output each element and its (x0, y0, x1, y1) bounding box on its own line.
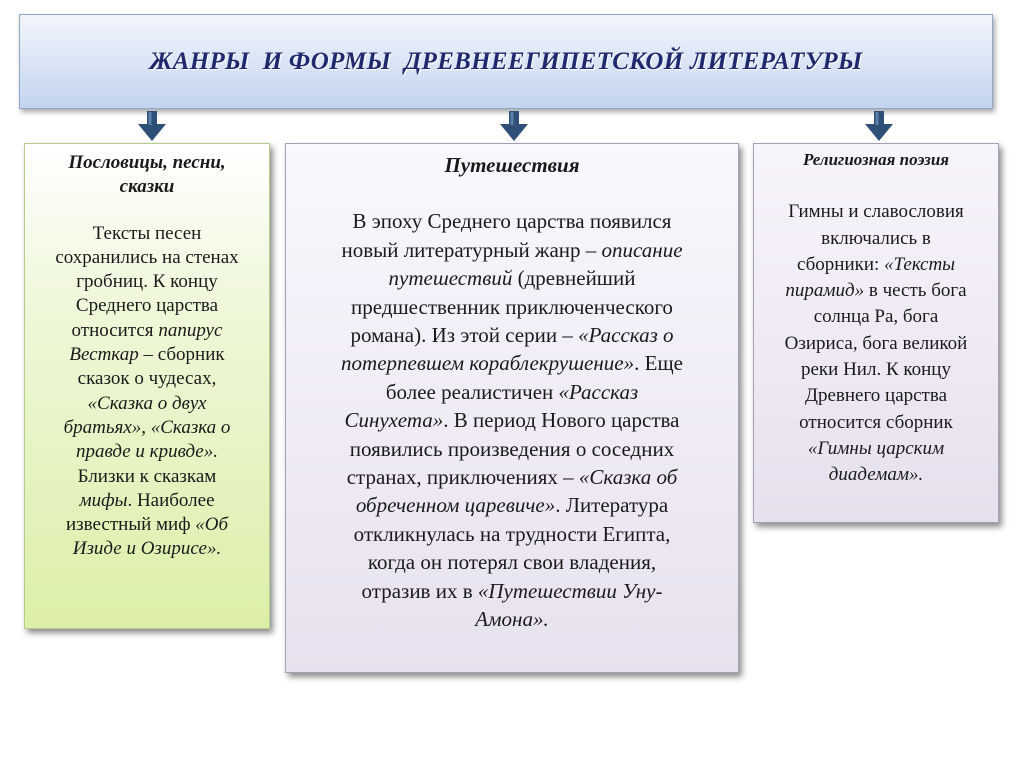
text-line: солнца Ра, бога (813, 306, 939, 328)
text-line: более реалистичен «Рассказ (385, 379, 639, 404)
text-line: Близки к сказкам (77, 465, 217, 487)
text-line: откликнулась на трудности Египта, (353, 521, 671, 546)
text-line: пирамид» в честь бога (785, 280, 967, 302)
arrow-down-icon (864, 111, 894, 143)
text-line: относится сборник (799, 411, 953, 433)
text-line: сказок о чудесах, (77, 368, 217, 390)
text-line: правде и кривде». (76, 441, 218, 463)
text-line: Изиде и Озирисе». (72, 538, 222, 560)
arrow-down-icon (499, 111, 529, 143)
page-title: ЖАНРЫ И ФОРМЫ ДРЕВНЕЕГИПЕТСКОЙ ЛИТЕРАТУРЫ (149, 47, 863, 75)
text-line: включались в (821, 227, 931, 249)
text-line: потерпевшем кораблекрушение». Еще (341, 351, 683, 376)
box-title: Религиозная поэзия (802, 150, 950, 169)
text-line: Озириса, бога великой (784, 332, 968, 354)
text-line: братьях», «Сказка о (63, 416, 231, 438)
text-line: Синухета». В период Нового царства (344, 408, 680, 433)
spacer (25, 200, 269, 222)
text-line: Тексты песен (92, 222, 202, 244)
text-line: когда он потерял свои владения, (367, 550, 657, 575)
text-line: обреченном царевиче». Литература (355, 493, 669, 518)
arrow-down-icon (137, 111, 167, 143)
text-line: реки Нил. К концу (801, 359, 951, 381)
text-line: путешествий (древнейший (388, 266, 636, 291)
box-title: Путешествия (444, 153, 580, 177)
header-banner (19, 14, 993, 109)
text-line: сборники: «Тексты (796, 253, 956, 275)
box-title: Пословицы, песни, (68, 152, 226, 173)
text-line: относится папирус (71, 319, 223, 341)
text-line: отразив их в «Путешествии Уну- (361, 578, 663, 603)
text-line: появились произведения о соседних (349, 436, 675, 461)
text-line: странах, приключениях – «Сказка об (346, 465, 678, 490)
text-line: Весткар – сборник (69, 344, 225, 366)
text-line: сохранились на стенах (55, 246, 239, 268)
religious-poetry-box (753, 143, 999, 523)
spacer (754, 173, 998, 199)
spacer (286, 179, 738, 207)
text-line: Амона». (475, 607, 549, 632)
text-line: «Гимны царским (807, 437, 945, 459)
text-line: предшественник приключенческого (351, 294, 673, 319)
text-line: Среднего царства (75, 295, 219, 317)
text-line: новый литературный жанр – описание (341, 237, 683, 262)
text-line: диадемам». (828, 464, 924, 486)
box-title: сказки (119, 176, 175, 198)
text-line: В эпоху Среднего царства появился (352, 209, 672, 234)
travels-box (285, 143, 739, 673)
proverbs-songs-tales-box (24, 143, 270, 629)
text-line: Древнего царства (804, 385, 948, 407)
text-line: Гимны и славословия (788, 201, 964, 223)
text-line: романа). Из этой серии – «Рассказ о (350, 323, 674, 348)
text-line: известный миф «Об (65, 514, 229, 536)
text-line: «Сказка о двух (87, 392, 207, 414)
text-line: мифы. Наиболее (79, 489, 215, 511)
text-line: гробниц. К концу (76, 271, 218, 293)
